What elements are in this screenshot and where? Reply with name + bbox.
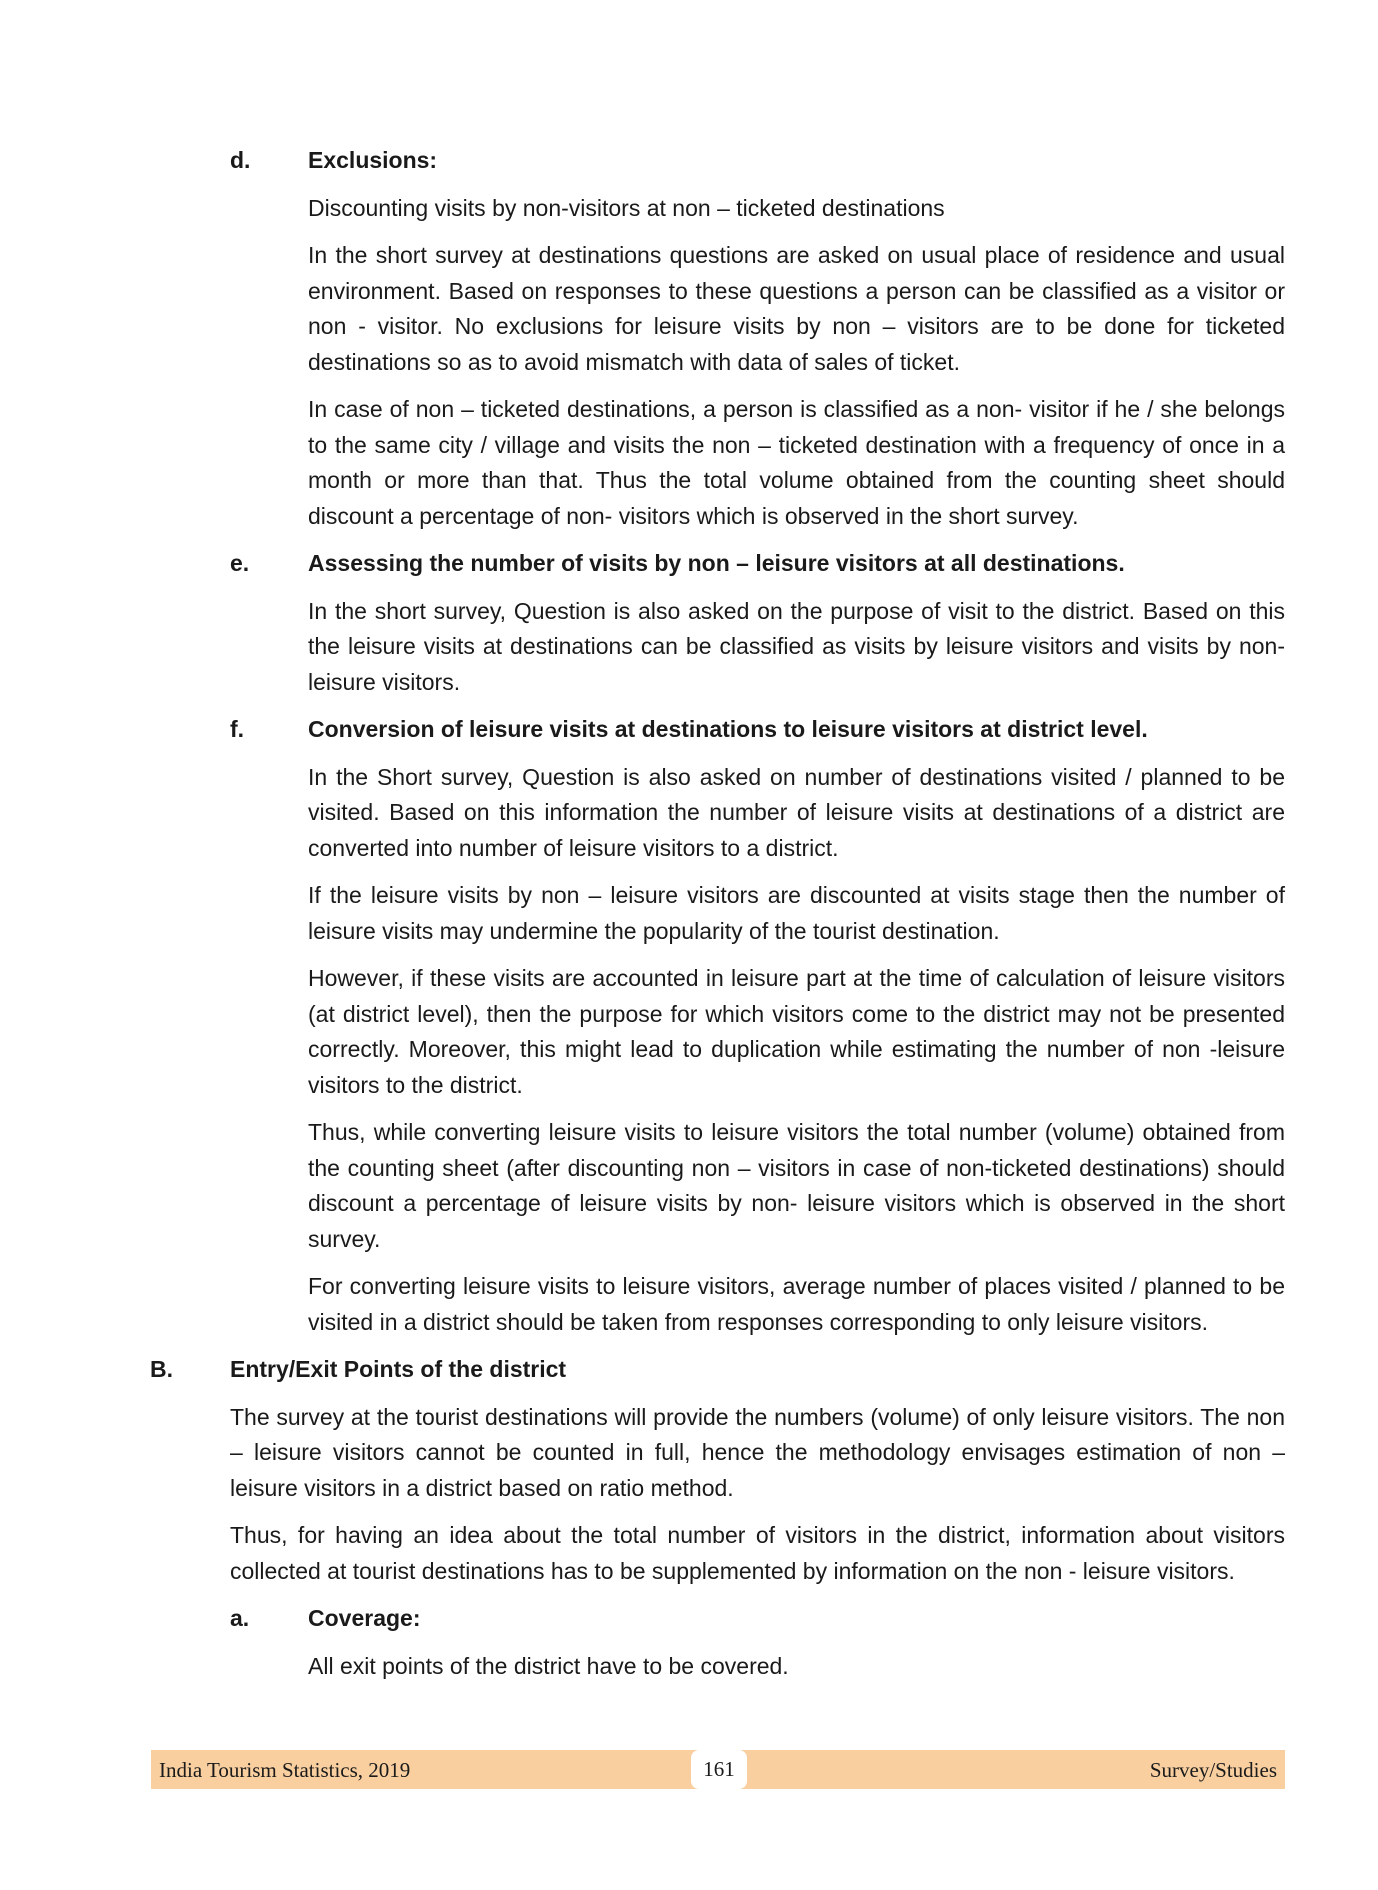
section-d-marker: d.: [230, 147, 251, 173]
section-f-paragraph: Thus, while converting leisure visits to leisure visitors the total number (volume) obtained from the counting sheet (after discounting non – visitors in case of non-ticketed destinations) should discount a percentage of leisure visits by non- leisure visitors which is observed in the short survey.: [308, 1119, 1285, 1252]
page-content: [150, 143, 1285, 1696]
section-B-a-marker: a.: [230, 1605, 250, 1631]
section-f-marker: f.: [230, 716, 245, 742]
section-B-marker: B.: [150, 1356, 173, 1382]
section-d-paragraph: In the short survey at destinations questions are asked on usual place of residence and usual environment. Based on responses to these questions a person can be classified as a visitor or non - visitor. No exclusions for leisure visits by non – visitors are to be done for ticketed destinations so as to avoid mismatch with data of sales of ticket.: [308, 242, 1285, 375]
section-e-heading: Assessing the number of visits by non – leisure visitors at all destinations.: [308, 550, 1125, 576]
section-B-paragraph: Thus, for having an idea about the total number of visitors in the district, information about visitors collected at tourist destinations has to be supplemented by information on the non - leisure visitors.: [230, 1522, 1285, 1584]
section-B-paragraph: The survey at the tourist destinations will provide the numbers (volume) of only leisure visitors. The non – leisure visitors cannot be counted in full, hence the methodology envisages estimation of non – leisure visitors in a district based on ratio method.: [230, 1403, 1285, 1501]
section-d-paragraph: Discounting visits by non-visitors at non – ticketed destinations: [308, 194, 945, 221]
section-f-paragraph: For converting leisure visits to leisure visitors, average number of places visited / planned to be visited in a district should be taken from responses corresponding to only leisure visitors.: [308, 1273, 1285, 1335]
page-number: 161: [691, 1750, 747, 1789]
section-e-marker: e.: [230, 550, 250, 576]
section-f-heading-row: [230, 712, 1285, 748]
section-f-paragraph: In the Short survey, Question is also asked on number of destinations visited / planned to be visited. Based on this information the number of leisure visits at destinations of a district are converted into number of leisure visitors to a district.: [308, 763, 1285, 861]
section-B-a-heading-row: [230, 1601, 1285, 1637]
section-B-heading-row: [150, 1352, 1285, 1388]
section-f-paragraph: If the leisure visits by non – leisure visitors are discounted at visits stage then the number of leisure visits may undermine the popularity of the tourist destination.: [308, 882, 1285, 944]
section-B-a-paragraph: All exit points of the district have to be covered.: [308, 1652, 789, 1679]
section-B-a-heading: Coverage:: [308, 1605, 421, 1631]
section-d-paragraph: In case of non – ticketed destinations, a person is classified as a non- visitor if he / she belongs to the same city / village and visits the non – ticketed destination with a frequency of once in a month or more than that. Thus the total volume obtained from the counting sheet should discount a percentage of non- visitors which is observed in the short survey.: [308, 396, 1285, 529]
section-d-heading-row: [230, 143, 1285, 179]
footer-section-title: Survey/Studies: [1149, 1758, 1277, 1782]
section-e-paragraph: In the short survey, Question is also asked on the purpose of visit to the district. Based on this the leisure visits at destinations can be classified as visits by leisure visitors and visits by non-leisure visitors.: [308, 597, 1285, 695]
section-d-heading: Exclusions:: [308, 147, 438, 173]
section-B-heading: Entry/Exit Points of the district: [230, 1356, 567, 1382]
page-footer: [151, 1750, 1285, 1789]
section-e-heading-row: [230, 546, 1285, 582]
section-f-paragraph: However, if these visits are accounted in leisure part at the time of calculation of leisure visitors (at district level), then the purpose for which visitors come to the district may not be presented correctly. Moreover, this might lead to duplication while estimating the number of non -leisure visitors to the district.: [308, 965, 1285, 1098]
section-f-heading: Conversion of leisure visits at destinations to leisure visitors at district level.: [308, 716, 1148, 742]
footer-publication-title: India Tourism Statistics, 2019: [159, 1758, 411, 1782]
